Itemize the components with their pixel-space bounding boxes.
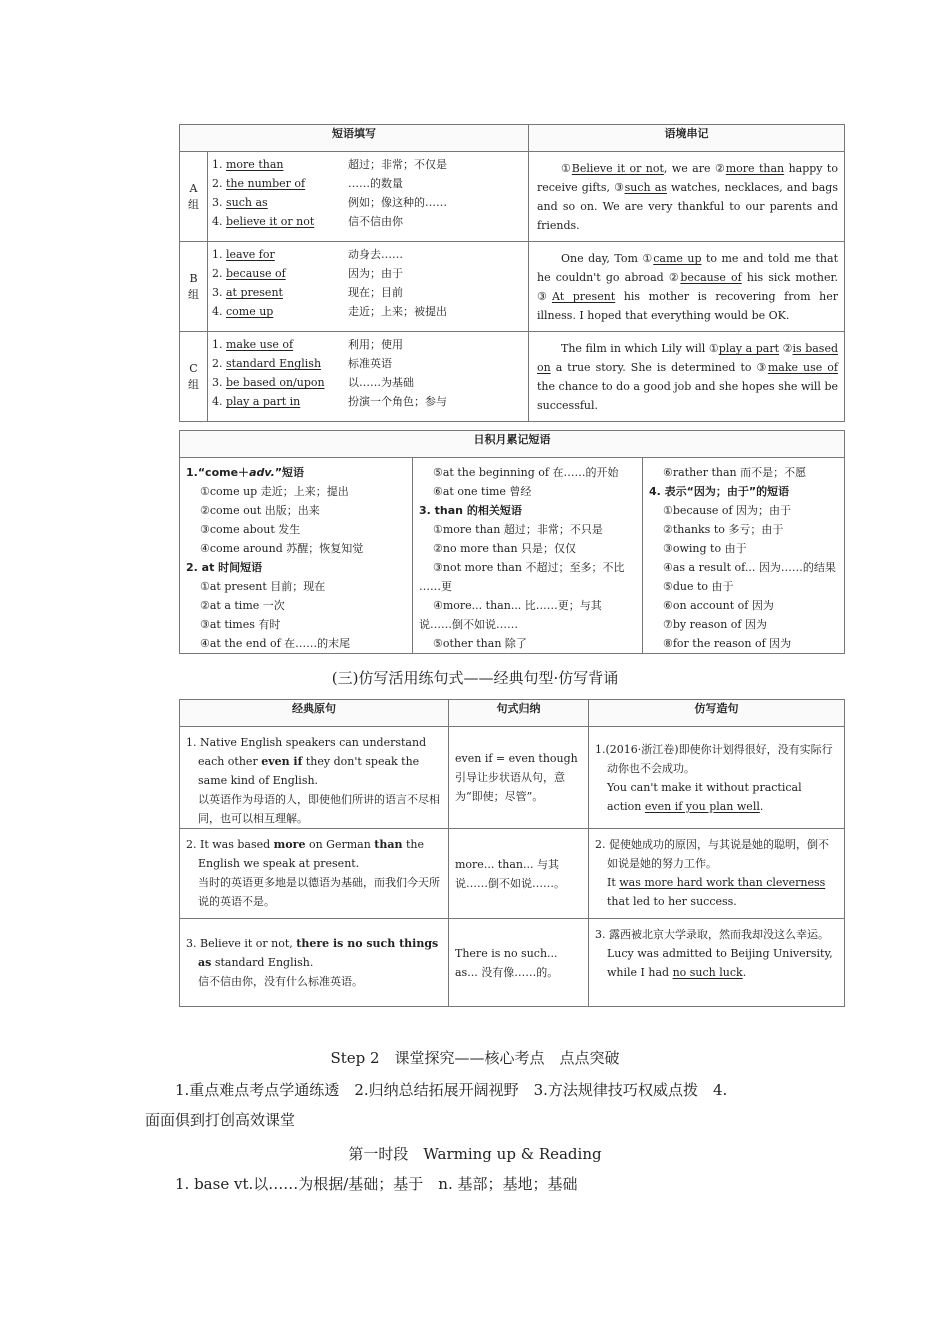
daily-col-3: ⑥rather than 而不是；不愿 4. 表示“因为；由于”的短语 ①because of 因为；由于 ②thanks to 多亏；由于 ③owing to 由于 ④as a result of... 因为……的结果 ⑤due to 由于 ⑥on account of 因为 ⑦by reason of 因为 ⑧for the reason of 因为 xyxy=(643,458,845,654)
group-c-context: The film in which Lily will ①play a part ②is based on a true story. She is determined to ③make use of the chance to do a good job and she hopes she will be successful. xyxy=(529,332,845,422)
sentence-pattern-table xyxy=(179,699,845,1007)
pattern-header-summary: 句式归纳 xyxy=(449,700,589,727)
pattern-row-3-imitation: 3. 露西被北京大学录取，然而我却没这么幸运。 Lucy was admitted to Beijing University, while I had no such luck. xyxy=(589,919,845,1007)
group-b-items: 1. leave for 动身去…… 2. because of 因为；由于 3. at present 现在；目前 4. come up 走近；上来；被提出 xyxy=(208,242,529,332)
phrase-table xyxy=(179,124,845,422)
pattern-row-2-summary: more... than... 与其说……倒不如说……。 xyxy=(449,829,589,919)
daily-col-2: ⑤at the beginning of 在……的开始 ⑥at one time 曾经 3. than 的相关短语 ①more than 超过；非常；不只是 ②no more than 只是；仅仅 ③not more than 不超过；至多；不比 ……更 ④more... than... 比……更；与其 说……倒不如说…… ⑤other than 除了 xyxy=(413,458,643,654)
pattern-header-imitation: 仿写造句 xyxy=(589,700,845,727)
daily-phrases-table xyxy=(179,430,845,654)
daily-col-1: 1.“come＋adv.”短语 ①come up 走近；上来；提出 ②come out 出版；出来 ③come about 发生 ④come around 苏醒；恢复知觉 2. at 时间短语 ①at present 目前；现在 ②at a time 一次 ③at times 有时 ④at the end of 在……的末尾 xyxy=(180,458,413,654)
group-a-context: ①Believe it or not, we are ②more than happy to receive gifts, ③such as watches, necklaces, and bags and so on. We are very thankful to our parents and friends. xyxy=(529,152,845,242)
context-memo-header: 语境串记 xyxy=(529,125,845,152)
pattern-row-2-imitation: 2. 促使她成功的原因，与其说是她的聪明，倒不如说是她的努力工作。 It was more hard work than cleverness that led to her success. xyxy=(589,829,845,919)
step2-line-2: 面面俱到打创高效课堂 xyxy=(145,1111,296,1129)
base-definition: 1. base vt.以……为根据/基础；基于 n. 基部；基地；基础 xyxy=(175,1175,578,1193)
group-a-label: A 组 xyxy=(180,152,208,242)
group-b-context: One day, Tom ①came up to me and told me that he couldn't go abroad ②because of his sick mother. ③At present his mother is recovering from her illness. I hoped that everything would be OK. xyxy=(529,242,845,332)
daily-header: 日积月累记短语 xyxy=(180,431,845,458)
phrase-fill-header: 短语填写 xyxy=(180,125,529,152)
step2-title: Step 2 课堂探究——核心考点 点点突破 xyxy=(330,1049,620,1067)
pattern-header-original: 经典原句 xyxy=(180,700,449,727)
group-b-label: B 组 xyxy=(180,242,208,332)
pattern-row-3-original: 3. Believe it or not, there is no such things as standard English. 信不信由你，没有什么标准英语。 xyxy=(180,919,449,1007)
group-c-label: C 组 xyxy=(180,332,208,422)
period-title: 第一时段 Warming up & Reading xyxy=(348,1145,602,1163)
pattern-row-2-original: 2. It was based more on German than the English we speak at present. 当时的英语更多地是以德语为基础，而我们今天所说的英语不是。 xyxy=(180,829,449,919)
group-a-items: 1. more than 超过；非常；不仅是 2. the number of ……的数量 3. such as 例如；像这种的…… 4. believe it or not 信不信由你 xyxy=(208,152,529,242)
section-3-title: (三)仿写活用练句式——经典句型·仿写背诵 xyxy=(331,669,619,687)
pattern-row-1-original: 1. Native English speakers can understand each other even if they don't speak the same kind of English. 以英语作为母语的人，即使他们所讲的语言不尽相同，也可以相互理解。 xyxy=(180,727,449,829)
pattern-row-3-summary: There is no such... as... 没有像……的。 xyxy=(449,919,589,1007)
pattern-row-1-imitation: 1.(2016·浙江卷)即使你计划得很好，没有实际行动你也不会成功。 You can't make it without practical action even if you plan well. xyxy=(589,727,845,829)
step2-line-1: 1.重点难点考点学通练透 2.归纳总结拓展开阔视野 3.方法规律技巧权威点拨 4. xyxy=(175,1081,728,1099)
group-c-items: 1. make use of 利用；使用 2. standard English 标准英语 3. be based on/upon 以……为基础 4. play a part in 扮演一个角色；参与 xyxy=(208,332,529,422)
pattern-row-1-summary: even if = even though 引导让步状语从句，意为“即使；尽管”。 xyxy=(449,727,589,829)
